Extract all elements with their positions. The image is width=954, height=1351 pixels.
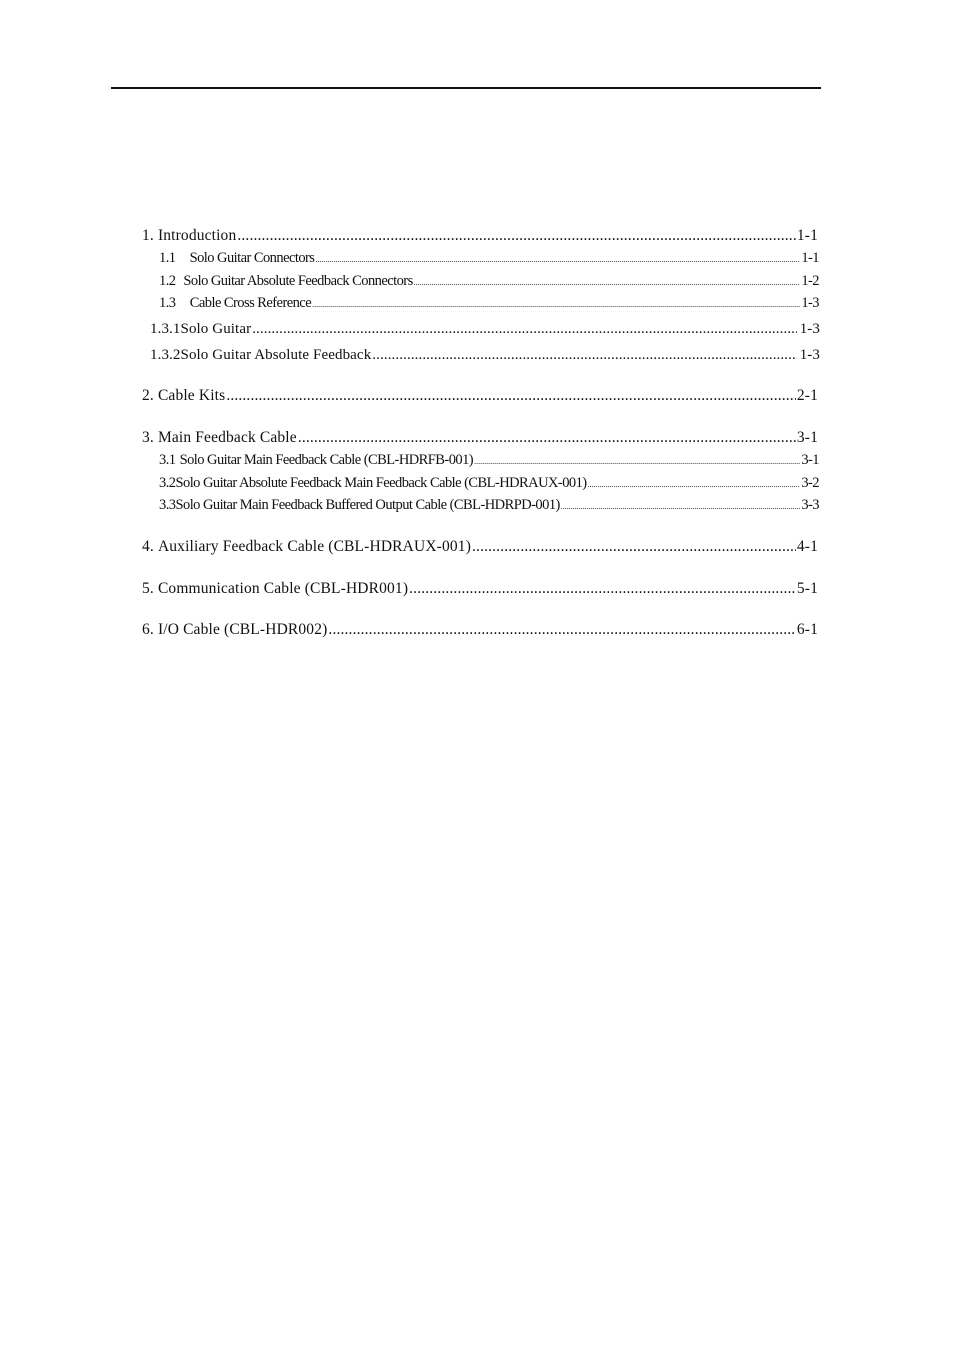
toc-entry[interactable] xyxy=(159,497,819,514)
dot-leader xyxy=(561,502,801,511)
toc-entry-page: 3-3 xyxy=(801,497,819,513)
dot-leader xyxy=(312,300,800,309)
toc-entry-title: Solo Guitar Absolute Feedback Main Feedback Cable (CBL-HDRAUX-001) xyxy=(175,475,587,491)
toc-entry-number: 1.3 xyxy=(159,295,176,311)
toc-entry-title: Solo Guitar Connectors xyxy=(189,250,315,266)
toc-entry-number: 1. xyxy=(142,227,154,244)
toc-entry-number: 3.3 xyxy=(159,497,176,513)
toc-entry-number: 4. xyxy=(142,538,154,555)
toc-entry-number: 1.3.2 xyxy=(150,347,181,363)
toc-entry[interactable] xyxy=(142,538,818,556)
toc-entry[interactable] xyxy=(142,621,818,639)
toc-entry-title: Main Feedback Cable xyxy=(157,429,297,446)
toc-entry-title: Solo Guitar Absolute Feedback Connectors xyxy=(183,273,413,289)
toc-entry-number: 1.2 xyxy=(159,273,176,289)
toc-entry[interactable] xyxy=(142,387,818,405)
toc-entry[interactable] xyxy=(142,429,818,447)
toc-entry-title: Solo Guitar xyxy=(180,321,252,337)
toc-entry-title: Solo Guitar Absolute Feedback xyxy=(180,347,372,363)
toc-entry-title: I/O Cable (CBL-HDR002) xyxy=(157,621,328,638)
toc-entry-page: 5-1 xyxy=(796,580,818,597)
toc-entry-number: 2. xyxy=(142,387,154,404)
toc-entry-page: 1-3 xyxy=(801,295,819,311)
toc-entry-title: Cable Cross Reference xyxy=(189,295,312,311)
toc-entry-page: 1-1 xyxy=(796,227,818,244)
toc-entry-number: 3.1 xyxy=(159,452,176,468)
toc-entry-page: 3-1 xyxy=(801,452,819,468)
dot-leader xyxy=(372,347,796,364)
toc-entry-number: 1.3.1 xyxy=(150,321,181,337)
dot-leader xyxy=(315,255,800,264)
toc-entry-page: 3-1 xyxy=(796,429,818,446)
toc-entry[interactable] xyxy=(159,250,819,267)
dot-leader xyxy=(328,621,795,639)
toc-entry-number: 3. xyxy=(142,429,154,446)
toc-entry-page: 1-2 xyxy=(801,273,819,289)
toc-entry-page: 4-1 xyxy=(796,538,818,555)
toc-entry[interactable] xyxy=(142,580,818,598)
toc-entry-page: 1-1 xyxy=(801,250,819,266)
toc-entry-title: Auxiliary Feedback Cable (CBL-HDRAUX-001) xyxy=(157,538,472,555)
toc-entry-number: 6. xyxy=(142,621,154,638)
toc-entry-title: Communication Cable (CBL-HDR001) xyxy=(157,580,409,597)
toc-entry[interactable] xyxy=(150,347,820,364)
dot-leader xyxy=(226,387,796,405)
toc-entry-title: Solo Guitar Main Feedback Cable (CBL-HDRFB-001) xyxy=(179,452,474,468)
toc-entry-page: 2-1 xyxy=(796,387,818,404)
dot-leader xyxy=(474,457,800,466)
dot-leader xyxy=(298,429,796,447)
toc-entry-page: 1-3 xyxy=(799,321,820,337)
toc-entry[interactable] xyxy=(159,452,819,469)
toc-entry[interactable] xyxy=(150,321,820,338)
dot-leader xyxy=(237,227,796,245)
toc-entry-number: 1.1 xyxy=(159,250,176,266)
toc-entry[interactable] xyxy=(142,227,818,245)
toc-entry[interactable] xyxy=(159,475,819,492)
toc-entry-title: Cable Kits xyxy=(157,387,226,404)
toc-entry[interactable] xyxy=(159,273,819,290)
toc-entry-page: 3-2 xyxy=(801,475,819,491)
toc-entry-title: Introduction xyxy=(157,227,237,244)
toc-entry-number: 5. xyxy=(142,580,154,597)
dot-leader xyxy=(472,538,796,556)
toc-entry-number: 3.2 xyxy=(159,475,176,491)
toc-entry-page: 1-3 xyxy=(799,347,820,363)
toc-entry[interactable] xyxy=(159,295,819,312)
dot-leader xyxy=(252,321,797,338)
dot-leader xyxy=(414,278,801,287)
dot-leader xyxy=(409,580,796,598)
toc-entry-page: 6-1 xyxy=(796,621,818,638)
dot-leader xyxy=(588,480,801,489)
toc-entry-title: Solo Guitar Main Feedback Buffered Output Cable (CBL-HDRPD-001) xyxy=(175,497,560,513)
